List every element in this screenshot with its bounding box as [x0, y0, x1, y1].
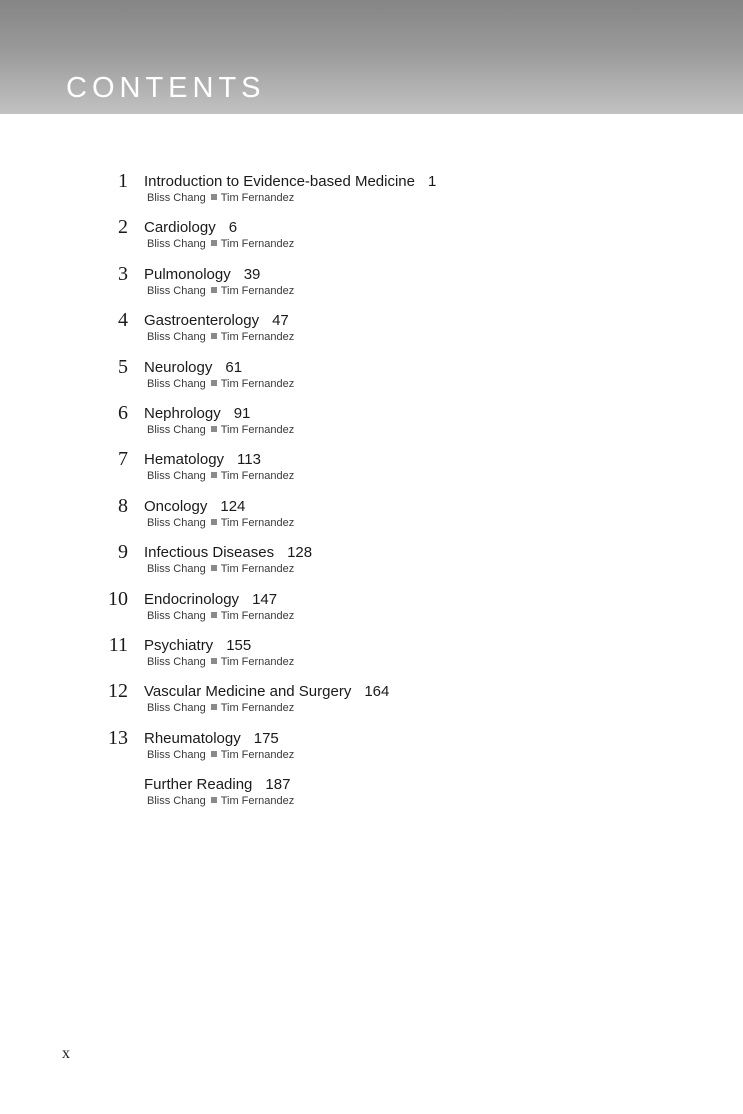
- separator-square-icon: [211, 333, 217, 339]
- chapter-number: 1: [118, 170, 128, 192]
- toc-entry[interactable]: [0, 216, 743, 262]
- toc-entry[interactable]: [0, 402, 743, 448]
- toc-entry[interactable]: [0, 634, 743, 680]
- chapter-page-number: 187: [265, 776, 291, 794]
- author-name: Tim Fernandez: [220, 702, 295, 715]
- chapter-number: 5: [118, 355, 128, 378]
- chapter-authors: [147, 701, 294, 715]
- chapter-title: Oncology: [144, 497, 208, 515]
- chapter-title-line[interactable]: [144, 172, 436, 192]
- chapter-page-number: 47: [272, 312, 289, 330]
- author-name: Bliss Chang: [147, 238, 206, 251]
- chapter-page-number: 61: [225, 358, 243, 376]
- chapter-number: 9: [118, 541, 128, 564]
- chapter-page-number: 1: [428, 173, 437, 190]
- chapter-page-number: 124: [220, 497, 246, 515]
- author-name: Tim Fernandez: [220, 284, 295, 297]
- chapter-title-line[interactable]: [144, 775, 290, 795]
- toc-entry[interactable]: [0, 773, 743, 819]
- chapter-page-number: 39: [243, 265, 261, 283]
- header-band: [0, 0, 743, 114]
- separator-square-icon: [211, 612, 217, 618]
- chapter-title-line[interactable]: [144, 682, 389, 702]
- author-name: Tim Fernandez: [220, 238, 295, 251]
- chapter-title: Vascular Medicine and Surgery: [144, 683, 352, 701]
- separator-square-icon: [211, 797, 217, 803]
- table-of-contents: [0, 170, 743, 819]
- chapter-number: 10: [108, 587, 128, 610]
- separator-square-icon: [211, 519, 217, 525]
- chapter-page-number: 128: [287, 544, 313, 562]
- chapter-page-number: 6: [228, 219, 238, 237]
- separator-square-icon: [211, 704, 217, 710]
- chapter-title-line[interactable]: [144, 590, 277, 610]
- chapter-number: 6: [118, 401, 128, 424]
- author-name: Bliss Chang: [147, 702, 206, 715]
- author-name: Tim Fernandez: [220, 563, 295, 576]
- chapter-title: Infectious Diseases: [144, 544, 275, 562]
- chapter-page-number: 91: [233, 404, 251, 422]
- author-name: Tim Fernandez: [220, 423, 295, 436]
- author-name: Bliss Chang: [147, 423, 206, 436]
- chapter-number: 8: [118, 494, 128, 517]
- author-name: Bliss Chang: [147, 748, 206, 761]
- chapter-number: 2: [118, 216, 128, 239]
- toc-entry[interactable]: [0, 727, 743, 773]
- toc-entry[interactable]: [0, 448, 743, 494]
- chapter-authors: [147, 469, 294, 483]
- chapter-page-number: 155: [226, 636, 252, 654]
- chapter-page-number: 175: [253, 729, 279, 747]
- chapter-title: Pulmonology: [144, 265, 231, 283]
- chapter-title: Neurology: [144, 358, 213, 376]
- chapter-title-line[interactable]: [144, 265, 260, 285]
- chapter-authors: [147, 191, 294, 205]
- chapter-title-line[interactable]: [144, 450, 261, 470]
- chapter-number: 3: [118, 262, 128, 285]
- chapter-number: 7: [118, 448, 128, 471]
- chapter-title: Endocrinology: [144, 590, 240, 608]
- toc-entry[interactable]: [0, 356, 743, 402]
- separator-square-icon: [211, 472, 217, 478]
- chapter-authors: [147, 237, 294, 251]
- toc-entry[interactable]: [0, 541, 743, 587]
- chapter-title: Gastroenterology: [144, 312, 260, 330]
- separator-square-icon: [211, 194, 217, 200]
- chapter-page-number: 164: [364, 683, 390, 701]
- chapter-page-number: 147: [252, 590, 278, 608]
- chapter-title-line[interactable]: [144, 358, 242, 378]
- chapter-authors: [147, 423, 294, 437]
- toc-entry[interactable]: [0, 309, 743, 355]
- chapter-page-number: 113: [237, 451, 261, 469]
- author-name: Tim Fernandez: [220, 655, 295, 668]
- author-name: Bliss Chang: [147, 331, 206, 344]
- chapter-authors: [147, 794, 294, 808]
- separator-square-icon: [211, 565, 217, 571]
- chapter-authors: [147, 330, 294, 344]
- chapter-authors: [147, 655, 294, 669]
- toc-entry[interactable]: [0, 680, 743, 726]
- chapter-number: 13: [108, 726, 128, 749]
- author-name: Tim Fernandez: [220, 609, 295, 622]
- chapter-number: 11: [108, 633, 128, 656]
- chapter-title-line[interactable]: [144, 729, 279, 749]
- chapter-authors: [147, 284, 294, 298]
- chapter-title: Introduction to Evidence-based Medicine: [144, 173, 415, 190]
- chapter-title: Psychiatry: [144, 636, 214, 654]
- author-name: Tim Fernandez: [220, 748, 295, 761]
- author-name: Tim Fernandez: [220, 470, 295, 483]
- chapter-number: 4: [118, 309, 128, 332]
- chapter-title-line[interactable]: [144, 543, 312, 563]
- chapter-title-line[interactable]: [144, 497, 245, 517]
- chapter-authors: [147, 377, 294, 391]
- separator-square-icon: [211, 287, 217, 293]
- author-name: Tim Fernandez: [220, 795, 295, 808]
- chapter-authors: [147, 748, 294, 762]
- toc-entry[interactable]: [0, 170, 743, 216]
- author-name: Bliss Chang: [147, 655, 206, 668]
- author-name: Bliss Chang: [147, 470, 206, 483]
- toc-entry[interactable]: [0, 263, 743, 309]
- chapter-number: 12: [108, 680, 128, 703]
- chapter-title-line[interactable]: [144, 404, 250, 424]
- chapter-authors: [147, 609, 294, 623]
- chapter-title: Hematology: [144, 451, 225, 469]
- chapter-title-line[interactable]: [144, 218, 237, 238]
- author-name: Bliss Chang: [147, 284, 206, 297]
- chapter-title-line[interactable]: [144, 636, 251, 656]
- author-name: Bliss Chang: [147, 609, 206, 622]
- chapter-title: Cardiology: [144, 219, 216, 237]
- separator-square-icon: [211, 380, 217, 386]
- author-name: Tim Fernandez: [220, 331, 295, 344]
- chapter-authors: [147, 562, 294, 576]
- chapter-title: Nephrology: [144, 404, 221, 422]
- separator-square-icon: [211, 426, 217, 432]
- separator-square-icon: [211, 240, 217, 246]
- separator-square-icon: [211, 751, 217, 757]
- page-title: CONTENTS: [66, 72, 266, 104]
- page-folio: x: [62, 1045, 70, 1062]
- author-name: Bliss Chang: [147, 516, 206, 529]
- chapter-authors: [147, 516, 294, 530]
- author-name: Bliss Chang: [147, 377, 206, 390]
- toc-entry[interactable]: [0, 495, 743, 541]
- author-name: Tim Fernandez: [220, 377, 295, 390]
- author-name: Bliss Chang: [147, 563, 206, 576]
- chapter-title: Further Reading: [144, 776, 253, 794]
- author-name: Tim Fernandez: [220, 516, 295, 529]
- toc-entry[interactable]: [0, 588, 743, 634]
- chapter-title-line[interactable]: [144, 311, 289, 331]
- separator-square-icon: [211, 658, 217, 664]
- chapter-title: Rheumatology: [144, 729, 241, 747]
- author-name: Bliss Chang: [147, 795, 206, 808]
- author-name: Bliss Chang: [147, 192, 206, 204]
- author-name: Tim Fernandez: [220, 192, 295, 204]
